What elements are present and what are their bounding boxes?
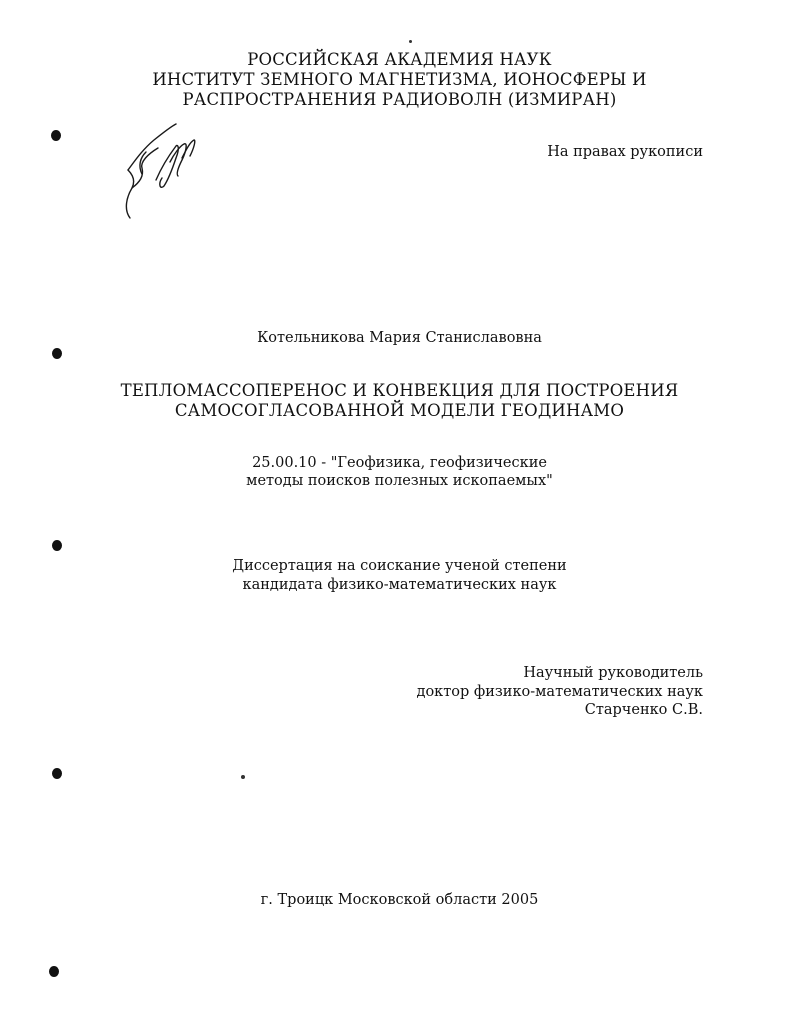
scan-speck [409, 40, 412, 43]
institution-line-1: РОССИЙСКАЯ АКАДЕМИЯ НАУК [247, 50, 552, 69]
place-and-year: г. Троицк Московской области 2005 [260, 892, 539, 908]
manuscript-note: На правах рукописи [547, 144, 703, 160]
institution-line-2: ИНСТИТУТ ЗЕМНОГО МАГНЕТИЗМА, ИОНОСФЕРЫ И [152, 70, 647, 89]
degree-line-2: кандидата физико-математических наук [242, 577, 557, 593]
handwritten-signature-icon [118, 118, 208, 228]
punch-hole-icon [52, 540, 62, 551]
specialty-line-1: 25.00.10 - "Геофизика, геофизические [252, 455, 547, 471]
author-name: Котельникова Мария Станиславовна [257, 330, 542, 346]
punch-hole-icon [51, 130, 61, 141]
institution-line-3: РАСПРОСТРАНЕНИЯ РАДИОВОЛН (ИЗМИРАН) [182, 90, 617, 109]
punch-hole-icon [49, 966, 59, 977]
scan-speck [241, 775, 245, 779]
dissertation-title-line-2: САМОСОГЛАСОВАННОЙ МОДЕЛИ ГЕОДИНАМО [174, 401, 625, 420]
punch-hole-icon [52, 348, 62, 359]
supervisor-name: Старченко С.В. [584, 702, 703, 718]
specialty-line-2: методы поисков полезных ископаемых" [246, 473, 553, 489]
degree-line-1: Диссертация на соискание ученой степени [232, 558, 567, 574]
punch-hole-icon [52, 768, 62, 779]
dissertation-title-line-1: ТЕПЛОМАССОПЕРЕНОС И КОНВЕКЦИЯ ДЛЯ ПОСТРОЕНИЯ [120, 381, 679, 400]
supervisor-role: Научный руководитель [523, 665, 703, 681]
supervisor-degree: доктор физико-математических наук [416, 684, 703, 700]
